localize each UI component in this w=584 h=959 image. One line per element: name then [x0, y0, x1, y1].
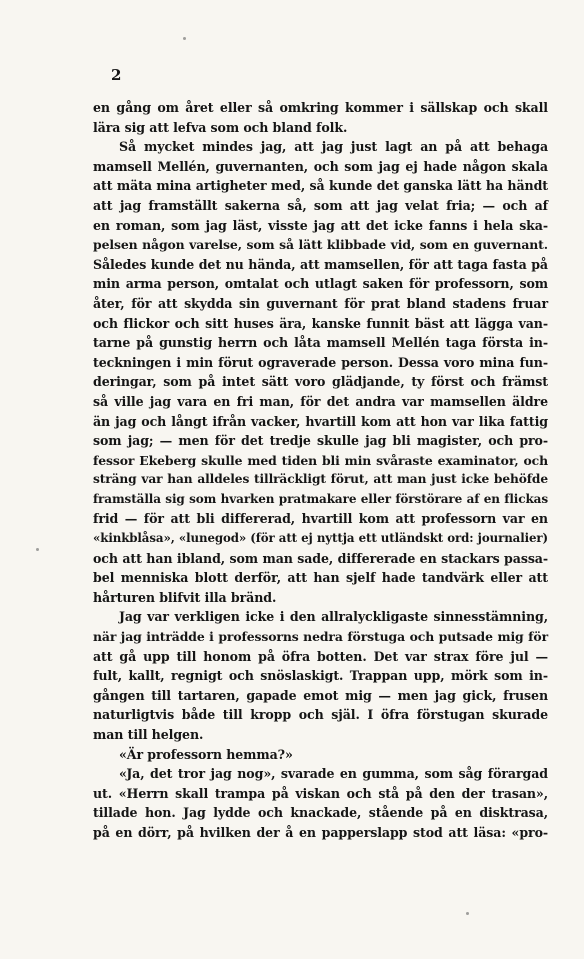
text-line: deringar, som på intet sätt voro glädjande, ty först och främst: [93, 374, 548, 390]
text-line: lära sig att lefva som och bland folk.: [93, 119, 348, 135]
text-line: fult, kallt, regnigt och snöslaskigt. Trappan upp, mörk som in-: [93, 668, 548, 684]
speck-mark: [183, 37, 186, 40]
text-line: sträng var han alldeles tillräckligt förut, att man just icke behöfde: [93, 472, 548, 487]
text-line: som jag; — men för det tredje skulle jag bli magister, och pro-: [93, 433, 548, 449]
text-line: pelsen någon varelse, som så lätt klibbade vid, som en guvernant.: [93, 237, 548, 253]
speck-mark: [36, 548, 39, 551]
text-line: Så mycket mindes jag, att jag just lagt an på att behaga: [119, 139, 548, 155]
text-line: att gå upp till honom på öfra botten. Det var strax före jul —: [93, 648, 548, 664]
text-line: Således kunde det nu hända, att mamsellen, för att taga fasta på: [93, 256, 548, 272]
body-text: [93, 98, 548, 843]
text-line: Jag var verkligen icke i den allralyckligaste sinnesstämning,: [119, 609, 548, 625]
text-line: framställa sig som hvarken pratmakare eller förstörare af en flickas: [93, 491, 548, 506]
text-line: att mäta mina artigheter med, så kunde det ganska lätt ha händt: [93, 178, 548, 194]
text-line: «Ja, det tror jag nog», svarade en gumma, som såg förargad: [119, 766, 548, 782]
text-line: tillade hon. Jag lydde och knackade, stående på en disktrasa,: [93, 805, 548, 821]
text-line: så ville jag vara en fri man, för det andra var mamsellen äldre: [93, 393, 548, 409]
text-line: på en dörr, på hvilken der å en papperslapp stod att läsa: «pro-: [93, 824, 548, 840]
text-line: åter, för att skydda sin guvernant för prat bland stadens fruar: [93, 295, 548, 311]
text-line: mamsell Mellén, guvernanten, och som jag ej hade någon skala: [93, 158, 548, 174]
text-line: fessor Ekeberg skulle med tiden bli min svåraste examinator, och: [93, 452, 548, 468]
text-line: tarne på gunstig herrn och låta mamsell Mellén taga första in-: [93, 335, 548, 351]
speck-mark: [466, 912, 469, 915]
text-line: en gång om året eller så omkring kommer i sällskap och skall: [93, 100, 548, 115]
text-line: och flickor och sitt huses ära, kanske funnit bäst att lägga van-: [93, 315, 548, 331]
text-line: frid — för att bli differerad, hvartill kom att professorn var en: [93, 511, 548, 527]
text-line: naturligtvis både till kropp och själ. I öfra förstugan skurade: [93, 707, 548, 723]
text-line: att jag framställt sakerna så, som att jag velat fria; — och af: [93, 197, 548, 213]
text-line: «kinkblåsa», «lunegod» (för att ej nyttja ett utländskt ord: journalier): [93, 531, 548, 546]
text-line: en roman, som jag läst, visste jag att det icke fanns i hela ska-: [93, 217, 548, 233]
text-line: ut. «Herrn skall trampa på viskan och stå på den der trasan»,: [93, 785, 548, 801]
text-line: teckningen i min förut ograverade person. Dessa voro mina fun-: [93, 354, 548, 370]
text-line: «Är professorn hemma?»: [119, 746, 293, 762]
text-line: bel menniska blott derför, att han sjelf hade tandvärk eller att: [93, 570, 548, 586]
text-line: gången till tartaren, gapade emot mig — men jag gick, frusen: [93, 687, 548, 703]
page-number: 2: [111, 66, 122, 84]
text-line: hårturen blifvit illa bränd.: [93, 589, 277, 605]
text-line: och att han ibland, som man sade, differerade en stackars passa-: [93, 550, 548, 566]
text-line: än jag och långt ifrån vacker, hvartill kom att hon var lika fattig: [93, 413, 548, 429]
text-line: man till helgen.: [93, 727, 204, 742]
text-line: när jag inträdde i professorns nedra förstuga och putsade mig för: [93, 629, 548, 645]
text-line: min arma person, omtalat och utlagt saken för professorn, som: [93, 276, 548, 292]
